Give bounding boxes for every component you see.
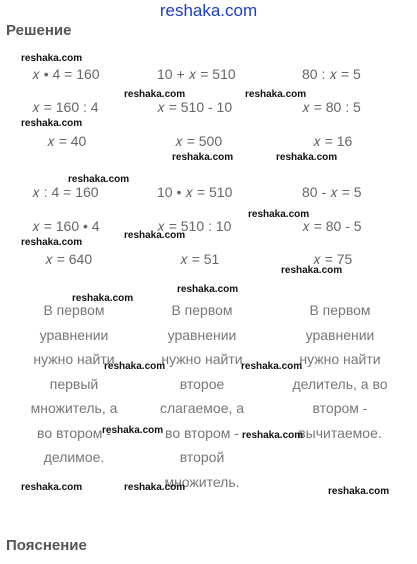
explanation-column-2 xyxy=(142,298,262,494)
watermark: reshaka.com xyxy=(72,293,134,304)
explanation-line: уравнении xyxy=(39,326,109,343)
equation-2-1: 𝑥 = 160 : 4 xyxy=(32,99,99,115)
watermark: reshaka.com xyxy=(102,425,164,436)
explanation-line: вычитаемое. xyxy=(298,424,382,441)
watermark: reshaka.com xyxy=(242,430,304,441)
explanation-line: В первом xyxy=(309,302,371,318)
equation-1-1: 𝑥 • 4 = 160 xyxy=(32,66,100,82)
watermark: reshaka.com xyxy=(248,209,310,220)
equation-3-1: 𝑥 = 40 xyxy=(47,133,87,149)
watermark: reshaka.com xyxy=(124,89,186,100)
solution-heading: Решение xyxy=(6,22,72,39)
equation-3-2: 𝑥 = 500 xyxy=(175,133,223,149)
watermark: reshaka.com xyxy=(328,486,390,497)
watermark: reshaka.com xyxy=(124,482,186,493)
equation-4-1: 𝑥 : 4 = 160 xyxy=(32,184,99,200)
explanation-line: во втором - xyxy=(37,424,111,441)
explanation-line: во втором - xyxy=(165,424,239,441)
site-logo-link[interactable]: reshaka.com xyxy=(159,1,258,20)
watermark: reshaka.com xyxy=(104,361,166,372)
explanation-line: первый xyxy=(49,375,99,392)
equation-5-3: 𝑥 = 80 - 5 xyxy=(302,218,362,234)
explanation-line: уравнении xyxy=(305,326,375,343)
watermark: reshaka.com xyxy=(177,284,239,295)
watermark: reshaka.com xyxy=(172,152,234,163)
equation-2-3: 𝑥 = 80 : 5 xyxy=(302,99,361,115)
equation-1-2: 10 + 𝑥 = 510 xyxy=(157,66,236,82)
watermark: reshaka.com xyxy=(21,118,83,129)
watermark: reshaka.com xyxy=(241,361,303,372)
explanation-line: нужно найти xyxy=(33,351,115,367)
equation-6-2: 𝑥 = 51 xyxy=(180,251,220,267)
explanation-column-1 xyxy=(14,298,134,470)
explanation-heading: Пояснение xyxy=(6,537,87,554)
explanation-line: В первом xyxy=(171,302,233,318)
equation-6-1: 𝑥 = 640 xyxy=(45,251,93,267)
equation-1-3: 80 : 𝑥 = 5 xyxy=(302,66,361,82)
explanation-line: слагаемое, а xyxy=(159,400,245,416)
watermark: reshaka.com xyxy=(281,265,343,276)
equation-5-2: 𝑥 = 510 : 10 xyxy=(157,218,232,234)
explanation-line: множитель, а xyxy=(30,400,118,416)
watermark: reshaka.com xyxy=(21,482,83,493)
equation-6-3: 𝑥 = 75 xyxy=(313,251,353,267)
watermark: reshaka.com xyxy=(68,174,130,185)
equation-5-1: 𝑥 = 160 • 4 xyxy=(32,218,100,234)
equation-2-2: 𝑥 = 510 - 10 xyxy=(157,99,233,115)
explanation-line: второй xyxy=(179,449,225,465)
watermark: reshaka.com xyxy=(276,152,338,163)
explanation-line: второе xyxy=(179,375,225,392)
explanation-line: делитель, а во xyxy=(292,375,388,392)
explanation-line: втором - xyxy=(312,400,368,416)
watermark: reshaka.com xyxy=(245,89,307,100)
watermark: reshaka.com xyxy=(124,230,186,241)
equation-4-3: 80 - 𝑥 = 5 xyxy=(302,184,362,200)
explanation-line: множитель. xyxy=(164,473,240,490)
explanation-line: нужно найти xyxy=(161,351,243,367)
equation-4-2: 10 • 𝑥 = 510 xyxy=(157,184,233,200)
watermark: reshaka.com xyxy=(21,237,83,248)
explanation-line: уравнении xyxy=(167,326,237,343)
explanation-line: В первом xyxy=(43,302,105,318)
watermark: reshaka.com xyxy=(21,53,83,64)
explanation-line: делимое. xyxy=(43,449,105,465)
explanation-line: нужно найти xyxy=(299,351,381,367)
equation-3-3: 𝑥 = 16 xyxy=(313,133,353,149)
